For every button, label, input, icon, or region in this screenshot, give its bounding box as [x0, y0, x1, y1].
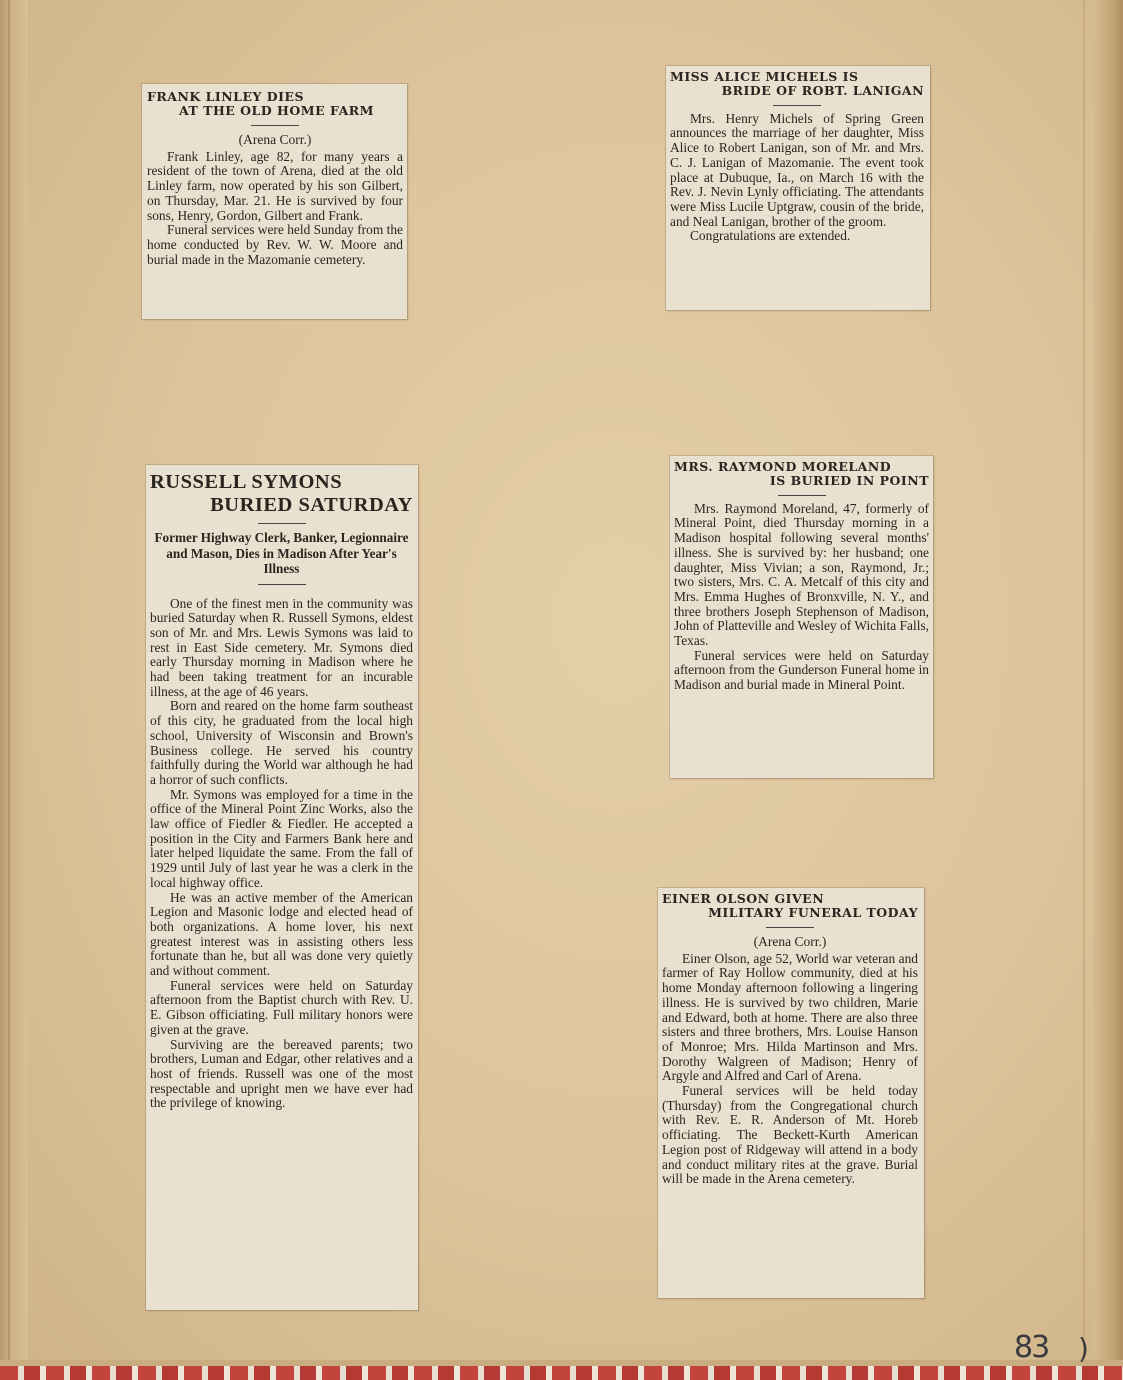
symons-paragraph: Funeral services were held on Saturday afternoon from the Baptist church with Rev. U. E. Gibson officiating. Full military honors were given at the grave. [150, 977, 413, 1037]
olson-headline-line-1: EINER OLSON GIVEN [662, 891, 825, 906]
linley-divider [251, 125, 299, 126]
page-right-fold [1083, 0, 1085, 1370]
clipping-moreland-obituary [670, 456, 933, 778]
symons-divider-2 [258, 584, 306, 585]
moreland-paragraph: Mrs. Raymond Moreland, 47, formerly of Mineral Point, died Thursday morning in a Madison hospital following several months' illness. She is survived by: her husband; one daughter, Miss Vivian; a son, Raymond, Jr.; two sisters, Mrs. C. A. Metcalf of this city and Mrs. Emma Hughes of Bronxville, N. Y., and three brothers Joseph Stephenson of Madison, John of Platteville and Wesley of Wichita Falls, Texas. [674, 500, 929, 649]
clipping-olson-funeral [658, 888, 924, 1298]
linley-headline-line-1: FRANK LINLEY DIES [147, 89, 304, 104]
page-right-edge [1093, 0, 1123, 1380]
moreland-headline-line-2: IS BURIED IN POINT [769, 473, 929, 489]
linley-paragraph: Frank Linley, age 82, for many years a resident of the town of Arena, died at the old Linley farm, now operated by his son Gilbert, on Thursday, Mar. 21. He is survived by four sons, Henry, Gordon, Gilbert and Frank. [147, 148, 403, 223]
page-number-bracket: ) [1078, 1332, 1089, 1365]
moreland-body [674, 502, 929, 693]
clipping-michels-wedding [666, 66, 930, 310]
clipping-symons-obituary [146, 465, 418, 1310]
olson-divider [766, 927, 814, 928]
symons-subdeck: Former Highway Clerk, Banker, Legionnaire and Mason, Dies in Madison After Year's Illness [154, 530, 409, 576]
symons-divider [258, 523, 306, 524]
moreland-headline [674, 460, 929, 489]
michels-headline [670, 70, 924, 99]
moreland-headline-line-1: MRS. RAYMOND MORELAND [674, 459, 892, 474]
symons-headline-line-1: RUSSELL SYMONS [150, 471, 343, 493]
linley-headline-line-2: AT THE OLD HOME FARM [179, 103, 375, 119]
page-left-edge [0, 0, 28, 1380]
symons-headline-line-2: BURIED SATURDAY [210, 494, 413, 516]
olson-paragraph: Einer Olson, age 52, World war veteran and farmer of Ray Hollow community, died at his home Monday afternoon following a lingering illness. He is survived by two children, Marie and Edward, both at home. There are also three sisters and three brothers, Mrs. Louise Hanson of Monroe; Mrs. Hilda Martinson and Mrs. Dorothy Walgreen of Madison; Henry of Argyle and Alfred and Carl of Arena. [662, 950, 918, 1084]
clipping-linley-obituary [142, 84, 407, 319]
binding-line [8, 0, 10, 1380]
olson-paragraph: Funeral services will be held today (Thursday) from the Congregational church with Rev. E. R. Anderson of Mt. Horeb officiating. The Beckett-Kurth American Legion post of Ridgeway will attend in a body and conduct military rites at the grave. Burial will be made in the Arena cemetery. [662, 1083, 918, 1187]
symons-paragraph: Born and reared on the home farm southeast of this city, he graduated from the local high school, University of Wisconsin and Brown's Business college. He served his country faithfully during the World war although he had a horror of such conflicts. [150, 698, 413, 787]
linley-paragraph: Funeral services were held Sunday from the home conducted by Rev. W. W. Moore and burial made in the Mazomanie cemetery. [147, 222, 403, 267]
moreland-divider [778, 495, 826, 496]
olson-dateline: (Arena Corr.) [753, 933, 827, 949]
handwritten-page-number: 83 [1014, 1330, 1049, 1365]
olson-headline-line-2: MILITARY FUNERAL TODAY [708, 905, 918, 921]
symons-paragraph: One of the finest men in the community was buried Saturday when R. Russell Symons, eldest son of Mr. and Mrs. Lewis Symons was laid to rest in East Side cemetery. Mr. Symons died early Thursday morning in Madison where he had been taking treatment for an incurable illness, at the age of 46 years. [150, 595, 413, 699]
michels-paragraph: Congratulations are extended. [690, 228, 851, 244]
symons-body [150, 597, 413, 1112]
linley-dateline: (Arena Corr.) [238, 131, 312, 147]
moreland-paragraph: Funeral services were held on Saturday afternoon from the Gunderson Funeral home in Madison and burial made in Mineral Point. [674, 647, 929, 693]
michels-headline-line-2: BRIDE OF ROBT. LANIGAN [721, 83, 924, 99]
michels-paragraph: Mrs. Henry Michels of Spring Green announces the marriage of her daughter, Miss Alice to Robert Lanigan, son of Mr. and Mrs. C. J. Lanigan of Mazomanie. The event took place at Dubuque, Ia., on March 16 with the Rev. J. Nevin Lynly officiating. The attendants were Miss Lucile Uptgraw, cousin of the bride, and Neal Lanigan, brother of the groom. [670, 110, 924, 229]
michels-headline-line-1: MISS ALICE MICHELS IS [670, 69, 859, 84]
symons-paragraph: Surviving are the bereaved parents; two brothers, Luman and Edgar, other relatives and a host of friends. Russell was one of the most respectable and upright men we have ever had the privilege of knowing. [150, 1036, 413, 1111]
olson-body [662, 952, 918, 1187]
linley-headline [147, 90, 403, 119]
symons-headline [150, 471, 413, 517]
olson-headline [662, 892, 918, 921]
michels-body [670, 112, 924, 244]
symons-paragraph: Mr. Symons was employed for a time in the office of the Mineral Point Zinc Works, also the law office of Fiedler & Fiedler. He accepted a position in the City and Farmers Bank here and later helped liquidate the same. From the fall of 1929 until July of last year he was a clerk in the local highway office. [150, 786, 413, 890]
michels-divider [773, 105, 821, 106]
linley-body [147, 150, 403, 268]
patterned-cover-strip [0, 1366, 1123, 1380]
symons-paragraph: He was an active member of the American Legion and Masonic lodge and elected head of both organizations. A home lover, his next greatest interest was in assisting others less fortunate than he, but all was done very quietly and without comment. [150, 889, 413, 979]
